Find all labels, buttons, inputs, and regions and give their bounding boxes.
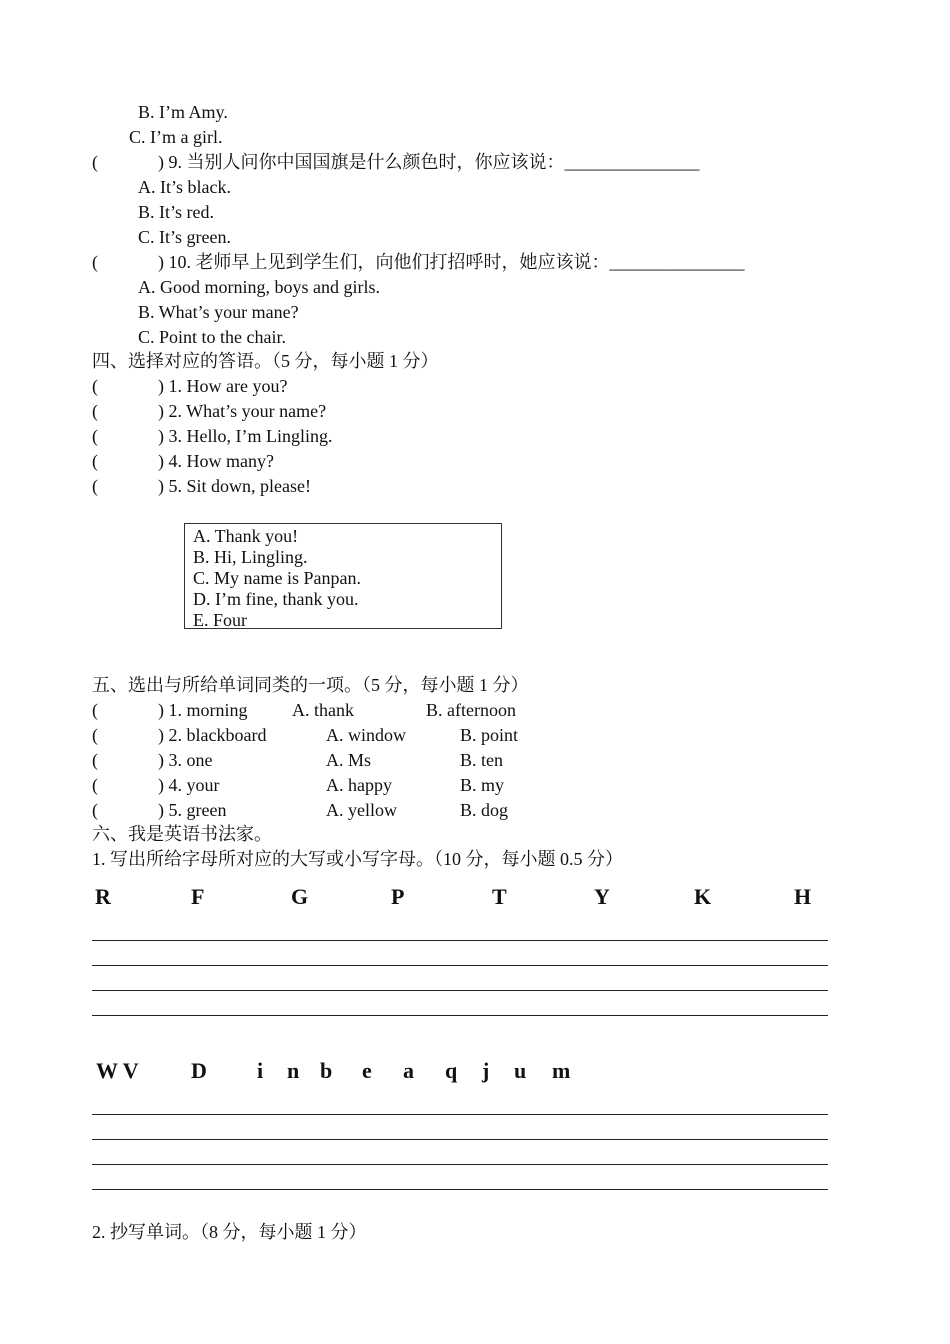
letter-row1-3: G — [291, 884, 309, 909]
writing-line — [92, 1164, 828, 1165]
q9-option-c: C. It’s green. — [138, 227, 231, 247]
answer-option-c: C. My name is Panpan. — [193, 568, 361, 588]
s5-paren-2: ( — [92, 725, 98, 745]
s5-question-3: ) 3. one — [158, 750, 213, 770]
s5-option-a-5: A. yellow — [326, 800, 397, 820]
s5-paren-4: ( — [92, 775, 98, 795]
s5-paren-1: ( — [92, 700, 98, 720]
s4-paren-4: ( — [92, 451, 98, 471]
section5-title: 五、选出与所给单词同类的一项。（5 分，每小题 1 分） — [92, 675, 529, 695]
s4-item-5: ) 5. Sit down, please! — [158, 476, 311, 496]
letter-row2-7: a — [403, 1058, 414, 1083]
q8-option-c: C. I’m a girl. — [129, 127, 223, 147]
s4-paren-5: ( — [92, 476, 98, 496]
writing-line — [92, 1114, 828, 1115]
writing-line — [92, 940, 828, 941]
letter-row2-10: u — [514, 1058, 527, 1083]
letter-row2-11: m — [552, 1058, 571, 1083]
s5-question-1: ) 1. morning — [158, 700, 248, 720]
letter-row2-1: W V — [96, 1058, 139, 1083]
writing-line — [92, 965, 828, 966]
q10-question: ) 10. 老师早上见到学生们，向他们打招呼时，她应该说：_______________ — [158, 252, 745, 272]
s4-item-2: ) 2. What’s your name? — [158, 401, 327, 421]
letter-row1-5: T — [492, 884, 507, 909]
s5-option-b-5: B. dog — [460, 800, 509, 820]
letter-row2-9: j — [482, 1058, 490, 1083]
letter-row2-5: b — [320, 1058, 333, 1083]
writing-line — [92, 1189, 828, 1190]
writing-line — [92, 990, 828, 991]
writing-line — [92, 1139, 828, 1140]
s5-paren-3: ( — [92, 750, 98, 770]
s5-option-b-2: B. point — [460, 725, 519, 745]
letter-row1-2: F — [191, 884, 205, 909]
letter-row1-1: R — [95, 884, 111, 909]
s5-option-a-4: A. happy — [326, 775, 392, 795]
s5-option-b-4: B. my — [460, 775, 505, 795]
letter-row1-8: H — [794, 884, 812, 909]
s5-option-b-1: B. afternoon — [426, 700, 516, 720]
q9-option-a: A. It’s black. — [138, 177, 231, 197]
letter-row2-6: e — [362, 1058, 372, 1083]
section4-title: 四、选择对应的答语。（5 分，每小题 1 分） — [92, 351, 439, 371]
q10-option-c: C. Point to the chair. — [138, 327, 286, 347]
q9-paren: ( — [92, 152, 98, 172]
letter-row1-4: P — [391, 884, 405, 909]
answer-option-e: E. Four — [193, 610, 247, 630]
letter-row1-6: Y — [594, 884, 610, 909]
s5-option-a-3: A. Ms — [326, 750, 372, 770]
q10-paren: ( — [92, 252, 98, 272]
letter-row2-2: D — [191, 1058, 207, 1083]
s5-question-5: ) 5. green — [158, 800, 227, 820]
writing-line — [92, 1015, 828, 1016]
s4-paren-1: ( — [92, 376, 98, 396]
s5-question-4: ) 4. your — [158, 775, 220, 795]
s5-option-a-2: A. window — [326, 725, 406, 745]
q10-option-b: B. What’s your mane? — [138, 302, 299, 322]
s5-question-2: ) 2. blackboard — [158, 725, 267, 745]
letter-row1-7: K — [694, 884, 712, 909]
answer-option-d: D. I’m fine, thank you. — [193, 589, 359, 609]
q8-option-b: B. I’m Amy. — [138, 102, 228, 122]
q9-option-b: B. It’s red. — [138, 202, 214, 222]
s5-option-b-3: B. ten — [460, 750, 503, 770]
s4-item-1: ) 1. How are you? — [158, 376, 288, 396]
letter-row2-4: n — [287, 1058, 300, 1083]
q9-question: ) 9. 当别人问你中国国旗是什么颜色时，你应该说：_______________ — [158, 152, 700, 172]
section6-part1-instruction: 1. 写出所给字母所对应的大写或小写字母。（10 分，每小题 0.5 分） — [92, 849, 623, 869]
s4-item-4: ) 4. How many? — [158, 451, 274, 471]
q10-option-a: A. Good morning, boys and girls. — [138, 277, 380, 297]
letter-row2-3: i — [257, 1058, 264, 1083]
section6-part2-instruction: 2. 抄写单词。（8 分，每小题 1 分） — [92, 1222, 367, 1242]
s4-paren-2: ( — [92, 401, 98, 421]
answer-option-a: A. Thank you! — [193, 526, 299, 546]
answer-option-b: B. Hi, Lingling. — [193, 547, 308, 567]
s5-option-a-1: A. thank — [292, 700, 354, 720]
s5-paren-5: ( — [92, 800, 98, 820]
answer-options-box — [184, 523, 502, 629]
section6-title: 六、我是英语书法家。 — [92, 824, 272, 844]
s4-paren-3: ( — [92, 426, 98, 446]
s4-item-3: ) 3. Hello, I’m Lingling. — [158, 426, 333, 446]
letter-row2-8: q — [445, 1058, 458, 1083]
